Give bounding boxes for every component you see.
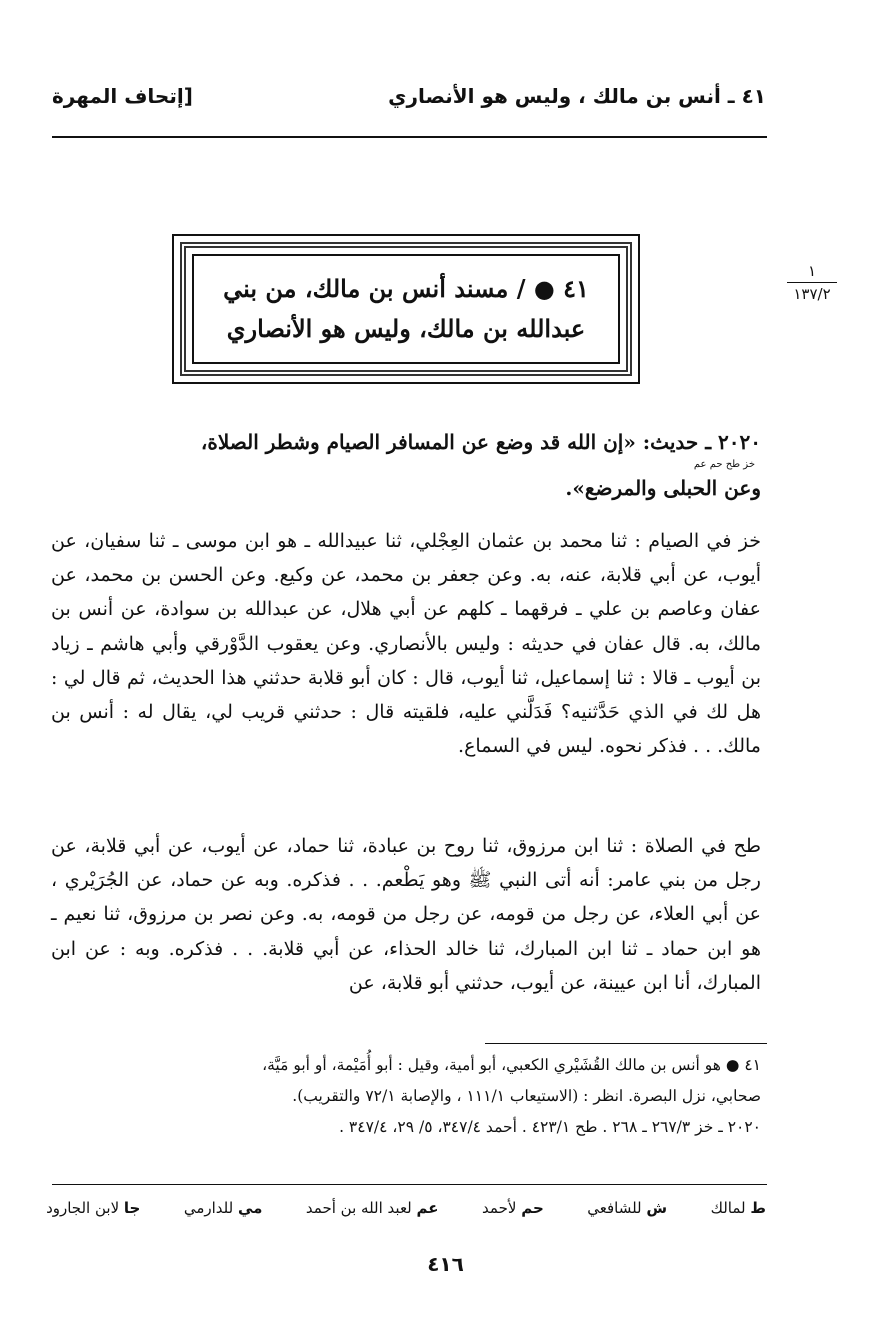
running-header-book: [إتحاف المهرة — [52, 84, 193, 108]
footnote-2020: ٢٠٢٠ ـ خز ٢٦٧/٣ ـ ٢٦٨ . طح ٤٢٣/١ . أحمد ٣٤٧/٤، ٥/ ٢٩، ٣٤٧/٤ . — [339, 1118, 761, 1136]
abbreviations-key — [46, 1196, 766, 1220]
footnote-41-line-2: صحابي، نزل البصرة. انظر : (الاستيعاب ١١١/١ ، والإصابة ٧٢/١ والتقريب). — [292, 1087, 761, 1105]
abbreviations-divider — [52, 1184, 767, 1185]
section-title-box — [192, 254, 620, 364]
header-divider — [52, 136, 767, 138]
abbreviation-item: عم لعبد الله بن أحمد — [305, 1199, 439, 1217]
abbreviation-item: ط لمالك — [710, 1199, 766, 1217]
page-number: ٤١٦ — [427, 1252, 464, 1276]
hadith-heading — [121, 425, 761, 505]
hadith-heading-line-2: وعن الحبلى والمرضع». — [565, 476, 761, 500]
margin-reference-volume-page: ١٣٧/٢ — [793, 285, 831, 303]
abbreviation-item: ش للشافعي — [587, 1199, 668, 1217]
abbreviation-item: جا لابن الجارود — [46, 1199, 141, 1217]
paragraph-khuzaymah: خز في الصيام : ثنا محمد بن عثمان العِجْلي، ثنا عبيدالله ـ هو ابن موسى ـ ثنا سفيان، عن أيوب، عن أبي قلابة، عنه، به. وعن جعفر بن محمد، عن وكيع. وعن الحسن بن محمد، عن عفان وعاصم بن علي ـ فرقهما ـ كلهم عن أبي هلال، عن عبدالله بن سوادة، عن أنس بن مالك، به. قال عفان في حديثه : وليس بالأنصاري. وعن يعقوب الدَّوْرقي وأبي هاشم ـ زياد بن أيوب ـ قالا : ثنا إسماعيل، ثنا أيوب، قال : كان أبو قلابة حدثني هذا الحديث، ثم قال لي : هل لك في الذي حَدَّثنيه؟ فَدَلَّني عليه، فلقيته قال : حدثني قريب لي، يقال له : أنس بن مالك. . . فذكر نحوه. ليس في السماع. — [51, 530, 761, 758]
footnote-41-line-1: ٤١ ● هو أنس بن مالك القُشَيْري الكعبي، أبو أمية، وقيل : أبو أُمَيْمة، أو أبو مَيَّة، — [262, 1056, 761, 1074]
footnote-divider — [485, 1043, 767, 1044]
section-title-line-2: عبدالله بن مالك، وليس هو الأنصاري — [226, 314, 586, 343]
abbreviation-item: حم لأحمد — [482, 1199, 544, 1217]
hadith-heading-line-1: ٢٠٢٠ ـ حديث: «إن الله قد وضع عن المسافر الصيام وشطر الصلاة، — [200, 430, 761, 454]
margin-reference — [787, 262, 837, 303]
section-title-frame — [172, 234, 640, 384]
hadith-source-codes: خز طح حم عم — [693, 459, 755, 470]
footnotes — [46, 1050, 761, 1143]
section-title-line-1: ٤١ ● / مسند أنس بن مالك، من بني — [223, 274, 589, 303]
paragraph-tahawi: طح في الصلاة : ثنا ابن مرزوق، ثنا روح بن عبادة، ثنا حماد، عن أيوب، عن أبي قلابة، عن رجل من بني عامر: أنه أتى النبي ﷺ وهو يَطْعم. . . فذكره. وبه عن حماد، عن الجُرَيْري ، عن أبي العلاء، عن رجل من قومه، عن رجل من قومه، به. وعن نصر بن مرزوق، ثنا نعيم ـ هو ابن حماد ـ ثنا ابن المبارك، ثنا خالد الحذاء، عن أبي قلابة. . . فذكره. وبه : عن ابن المبارك، أنا ابن عيينة، عن أيوب، حدثني أبو قلابة، عن — [51, 835, 761, 994]
margin-reference-number: ١ — [787, 262, 837, 283]
running-header-chapter: ٤١ ـ أنس بن مالك ، وليس هو الأنصاري — [388, 84, 766, 108]
abbreviation-item: مي للدارمي — [183, 1199, 263, 1217]
